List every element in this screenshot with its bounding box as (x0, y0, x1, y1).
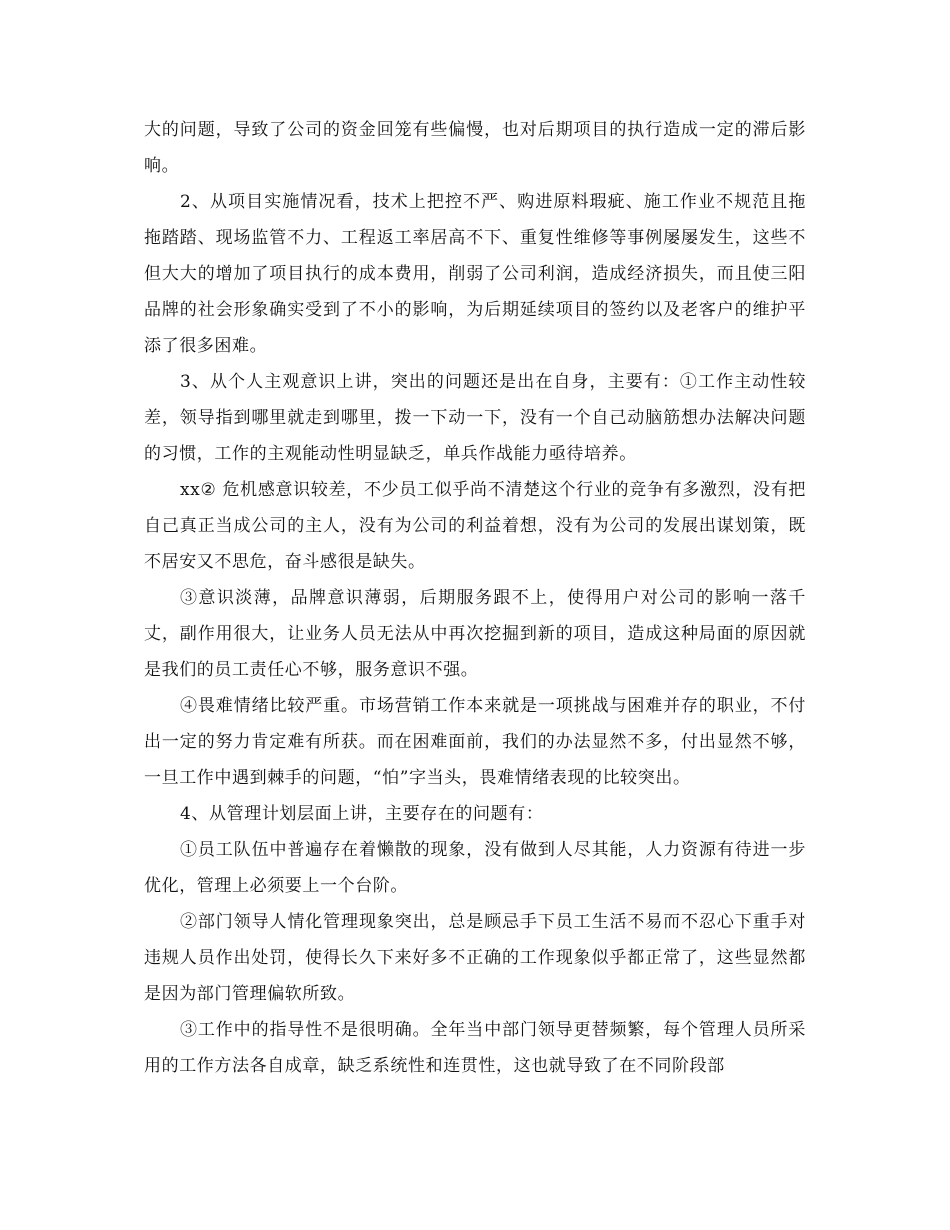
paragraph-2: 2、从项目实施情况看，技术上把控不严、购进原料瑕疵、施工作业不规范且拖拖踏踏、现场监管不力、工程返工率居高不下、重复性维修等事例屡屡发生，这些不但大大的增加了项目执行的成本费用，削弱了公司利润，造成经济损失，而且使三阳品牌的社会形象确实受到了不小的影响，为后期延续项目的签约以及老客户的维护平添了很多困难。 (144, 192, 806, 356)
paragraph-8: ①员工队伍中普遍存在着懒散的现象，没有做到人尽其能，人力资源有待进一步优化，管理上必须要上一个台阶。 (144, 840, 806, 896)
paragraph-10: ③工作中的指导性不是很明确。全年当中部门领导更替频繁，每个管理人员所采用的工作方法各自成章，缺乏系统性和连贯性，这也就导致了在不同阶段部 (144, 1020, 806, 1076)
paragraph-6: ④畏难情绪比较严重。市场营销工作本来就是一项挑战与困难并存的职业，不付出一定的努力肯定难有所获。而在困难面前，我们的办法显然不多，付出显然不够，一旦工作中遇到棘手的问题，“怕”字当头，畏难情绪表现的比较突出。 (144, 696, 806, 788)
paragraph-3: 3、从个人主观意识上讲，突出的问题还是出在自身，主要有：①工作主动性较差，领导指到哪里就走到哪里，拨一下动一下，没有一个自己动脑筋想办法解决问题的习惯，工作的主观能动性明显缺乏，单兵作战能力亟待培养。 (144, 372, 806, 464)
paragraph-5: ③意识淡薄，品牌意识薄弱，后期服务跟不上，使得用户对公司的影响一落千丈，副作用很大，让业务人员无法从中再次挖掘到新的项目，造成这种局面的原因就是我们的员工责任心不够，服务意识不强。 (144, 588, 806, 680)
paragraph-1: 大的问题，导致了公司的资金回笼有些偏慢，也对后期项目的执行造成一定的滞后影响。 (144, 120, 806, 176)
document-page (144, 112, 806, 1084)
paragraph-9: ②部门领导人情化管理现象突出，总是顾忌手下员工生活不易而不忍心下重手对违规人员作出处罚，使得长久下来好多不正确的工作现象似乎都正常了，这些显然都是因为部门管理偏软所致。 (144, 912, 806, 1004)
paragraph-4: xx② 危机感意识较差，不少员工似乎尚不清楚这个行业的竞争有多激烈，没有把自己真正当成公司的主人，没有为公司的利益着想，没有为公司的发展出谋划策，既不居安又不思危，奋斗感很是缺失。 (144, 480, 806, 572)
paragraph-7: 4、从管理计划层面上讲，主要存在的问题有： (180, 804, 544, 824)
